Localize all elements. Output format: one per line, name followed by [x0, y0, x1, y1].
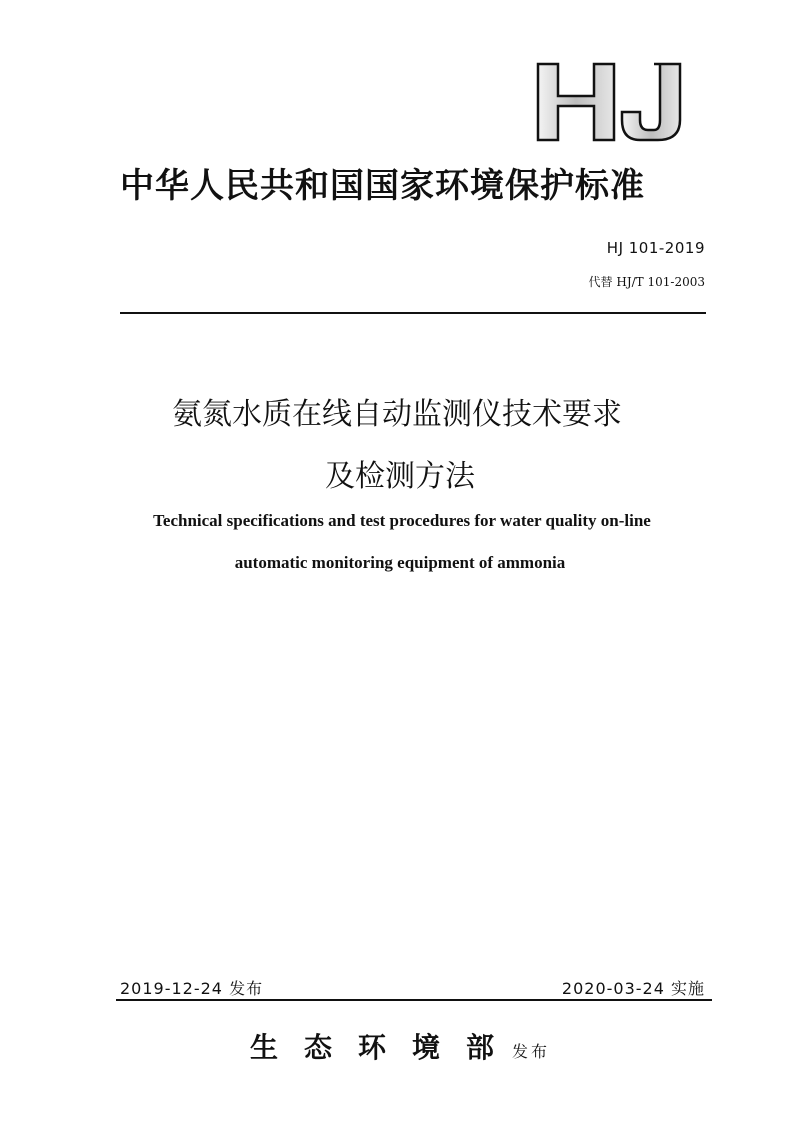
standard-number: HJ 101-2019 — [606, 239, 705, 257]
chinese-title-line-1: 氨氮水质在线自动监测仪技术要求 — [172, 397, 622, 432]
replaces-standard: 代替 HJ/T 101-2003 — [588, 275, 705, 289]
hj-logo — [536, 62, 686, 142]
footer-divider — [116, 999, 712, 1001]
publish-label: 发布 — [512, 1042, 551, 1061]
issue-date: 2019-12-24 发布 — [120, 979, 264, 998]
implementation-date: 2020-03-24 实施 — [561, 979, 705, 998]
publisher-name: 生态环境部 — [249, 1031, 520, 1064]
publisher-row — [0, 1026, 800, 1066]
header-divider — [120, 312, 706, 314]
chinese-title-line-2: 及检测方法 — [325, 459, 475, 494]
english-title-line-1: Technical specifications and test procedures for water quality on-line — [153, 511, 651, 530]
english-title-line-2: automatic monitoring equipment of ammonia — [234, 553, 566, 572]
standard-category: 中华人民共和国国家环境保护标准 — [120, 166, 645, 206]
